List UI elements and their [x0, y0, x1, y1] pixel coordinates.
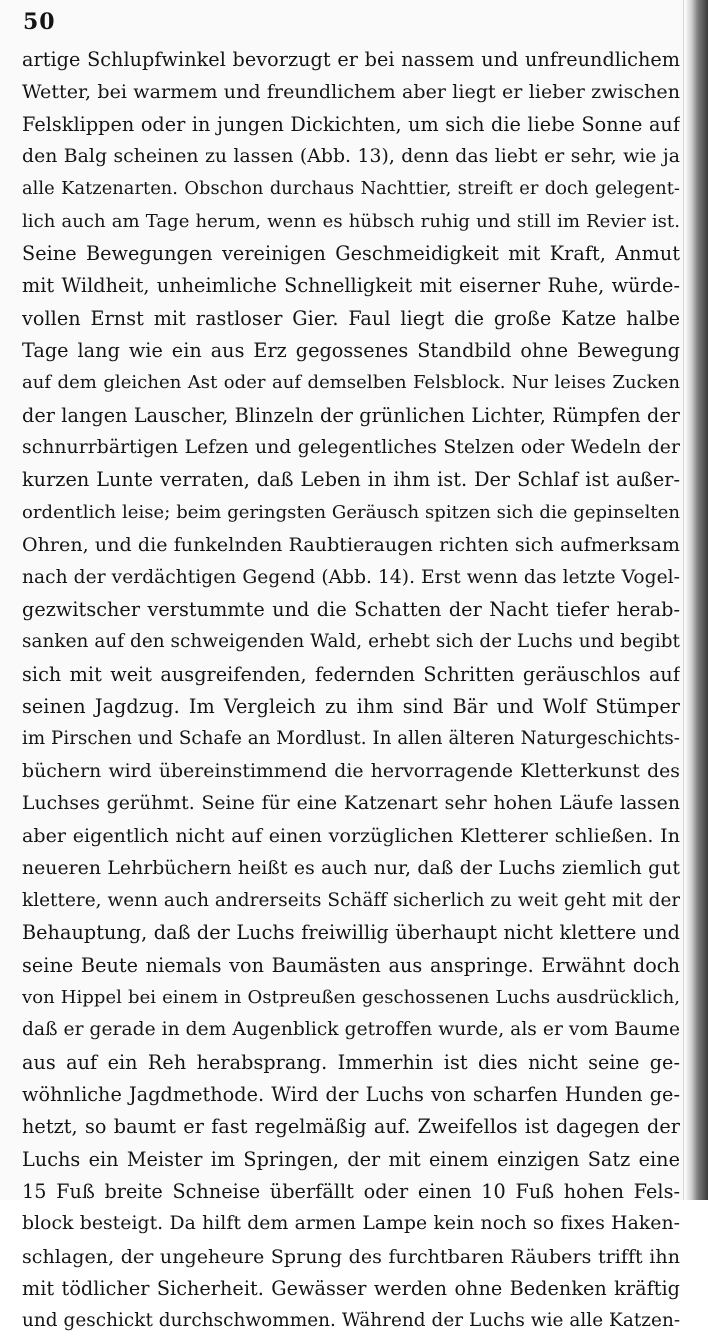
text-line: aber eigentlich nicht auf einen vorzüglichen Kletterer schließen. In [22, 825, 680, 848]
text-line: nach der verdächtigen Gegend (Abb. 14). Erst wenn das letzte Vogel- [22, 566, 680, 588]
text-line: sanken auf den schweigenden Wald, erhebt sich der Luchs und begibt [22, 631, 680, 653]
text-line: im Pirschen und Schafe an Mordlust. In allen älteren Naturgeschichts- [22, 728, 680, 750]
text-line: seine Beute niemals von Baumästen aus anspringe. Erwähnt doch [22, 953, 680, 977]
text-line: Seine Bewegungen vereinigen Geschmeidigkeit mit Kraft, Anmut [22, 242, 680, 266]
text-line: artige Schlupfwinkel bevorzugt er bei nassem und unfreundlichem [22, 48, 680, 71]
text-line: seinen Jagdzug. Im Vergleich zu ihm sind Bär und Wolf Stümper [22, 694, 680, 718]
text-line: block besteigt. Da hilft dem armen Lampe kein noch so fixes Haken- [22, 1213, 680, 1235]
text-line: aus auf ein Reh herabsprang. Immerhin ist dies nicht seine ge- [22, 1050, 680, 1074]
text-line: Behauptung, daß der Luchs freiwillig überhaupt nicht klettere und [22, 921, 680, 945]
text-line: gezwitscher verstummte und die Schatten der Nacht tiefer herab- [22, 597, 680, 621]
text-line: kurzen Lunte verraten, daß Leben in ihm ist. Der Schlaf ist außer- [22, 468, 680, 492]
text-line: alle Katzenarten. Obschon durchaus Nachttier, streift er doch gelegent- [22, 178, 680, 200]
text-line: der langen Lauscher, Blinzeln der grünlichen Lichter, Rümpfen der [22, 403, 680, 427]
page-number: 50 [23, 9, 56, 35]
text-line: Felsklippen oder in jungen Dickichten, um sich die liebe Sonne auf [22, 112, 680, 136]
text-line: Tage lang wie ein aus Erz gegossenes Standbild ohne Bewegung [22, 339, 680, 363]
page-edge-line [683, 0, 684, 1200]
text-line: Wetter, bei warmem und freundlichem aber liegt er lieber zwischen [22, 81, 680, 104]
text-line: Luchs ein Meister im Springen, der mit einem einzigen Satz eine [22, 1147, 680, 1171]
text-line: 15 Fuß breite Schneise überfällt oder einen 10 Fuß hohen Fels- [22, 1180, 680, 1204]
body-text [22, 44, 680, 1338]
text-line: auf dem gleichen Ast oder auf demselben Felsblock. Nur leises Zucken [22, 372, 680, 394]
text-line: daß er gerade in dem Augenblick getroffen wurde, als er vom Baume [22, 1019, 680, 1041]
text-line: lich auch am Tage herum, wenn es hübsch ruhig und still im Revier ist. [22, 210, 680, 232]
text-line: neueren Lehrbüchern heißt es auch nur, daß der Luchs ziemlich gut [22, 857, 680, 879]
text-line: mit tödlicher Sicherheit. Gewässer werden ohne Bedenken kräftig [22, 1277, 680, 1301]
text-line: schnurrbärtigen Lefzen und gelegentliches Stelzen oder Wedeln der [22, 437, 680, 459]
text-line: büchern wird übereinstimmend die hervorragende Kletterkunst des [22, 760, 680, 782]
text-line: Ohren, und die funkelnden Raubtieraugen richten sich aufmerksam [22, 534, 680, 557]
text-line: hetzt, so baumt er fast regelmäßig auf. Zweifellos ist dagegen der [22, 1115, 680, 1139]
text-line: den Balg scheinen zu lassen (Abb. 13), denn das liebt er sehr, wie ja [22, 146, 680, 168]
text-line: ordentlich leise; beim geringsten Geräusch spitzen sich die gepinselten [22, 501, 680, 523]
text-line: Luchses gerühmt. Seine für eine Katzenart sehr hohen Läufe lassen [22, 792, 680, 814]
text-line: mit Wildheit, unheimliche Schnelligkeit mit eiserner Ruhe, würde- [22, 274, 680, 298]
text-line: vollen Ernst mit rastloser Gier. Faul liegt die große Katze halbe [22, 306, 680, 330]
text-line: wöhnliche Jagdmethode. Wird der Luchs von scharfen Hunden ge- [22, 1083, 680, 1106]
text-line: klettere, wenn auch andrerseits Schäff sicherlich zu weit geht mit der [22, 889, 680, 911]
text-line: und geschickt durchschwommen. Während der Luchs wie alle Katzen- [22, 1310, 680, 1332]
book-gutter-shadow [686, 0, 708, 1200]
text-line: von Hippel bei einem in Ostpreußen geschossenen Luchs ausdrücklich, [22, 986, 680, 1008]
text-line: schlagen, der ungeheure Sprung des furchtbaren Räubers trifft ihn [22, 1245, 680, 1268]
text-line: sich mit weit ausgreifenden, federnden Schritten geräuschlos auf [22, 662, 680, 686]
